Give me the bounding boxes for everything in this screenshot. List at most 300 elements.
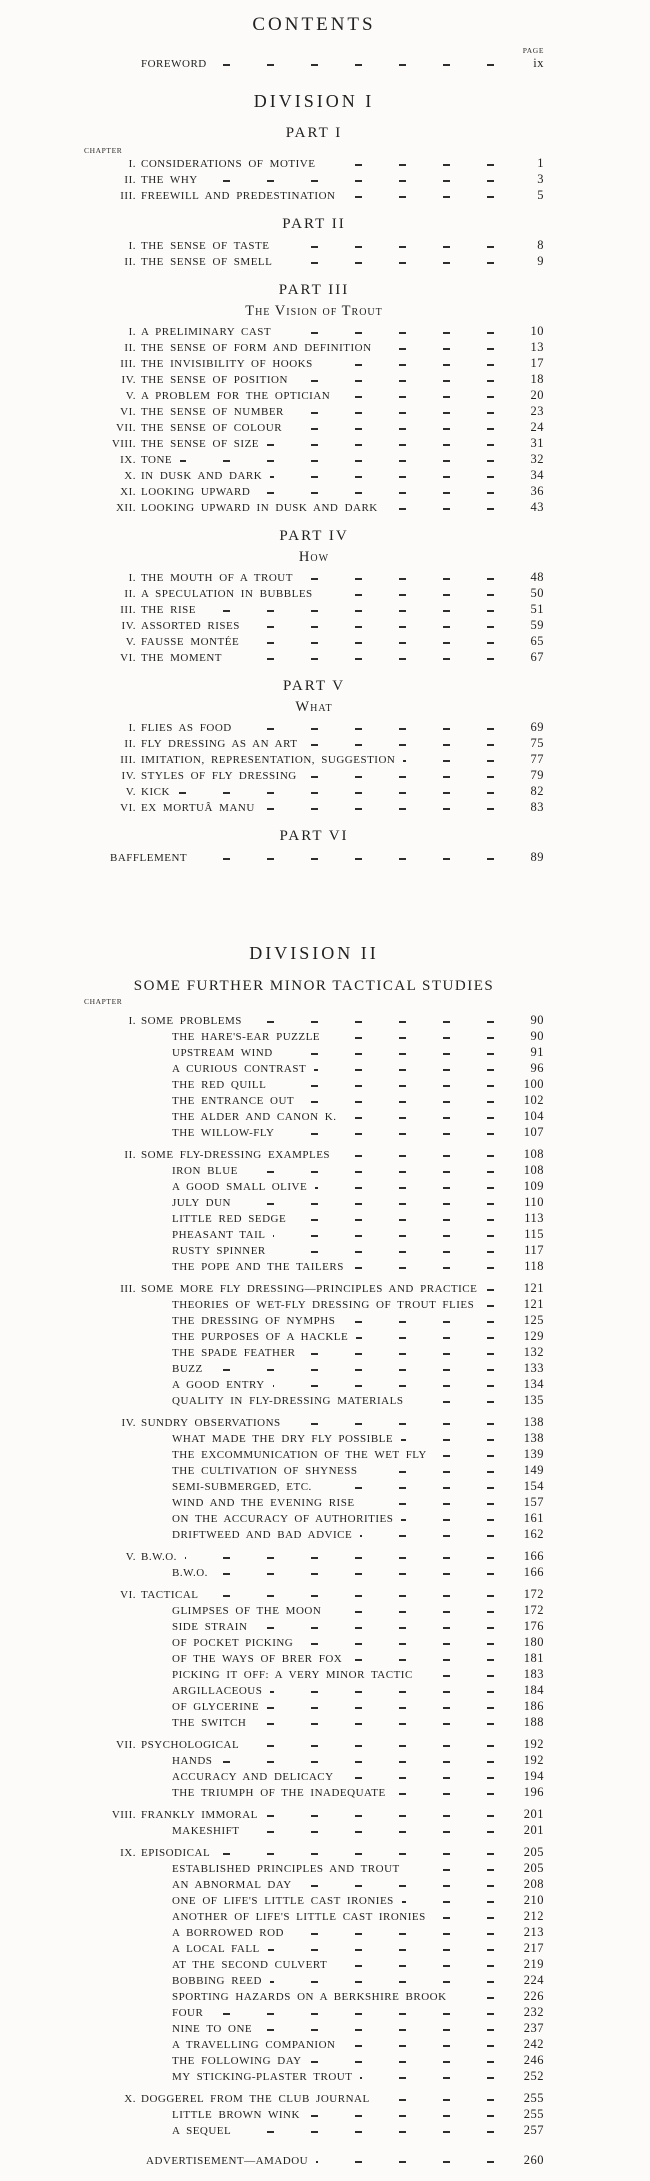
- toc-row: [84, 1108, 544, 1124]
- dash-leader: [338, 1155, 504, 1157]
- page-number: 89: [530, 850, 544, 864]
- dash-leader: [270, 1981, 504, 1983]
- table-of-contents: [84, 46, 544, 2168]
- page-number: 183: [523, 1667, 544, 1681]
- entry-title: THE RISE: [141, 604, 196, 616]
- toc-row: [84, 1822, 544, 1838]
- toc-row: [84, 1012, 544, 1028]
- page-number: 166: [523, 1565, 544, 1579]
- entry-title: A PROBLEM FOR THE OPTICIAN: [141, 390, 331, 402]
- page-number: 117: [524, 1243, 544, 1257]
- entry-title: THE SENSE OF TASTE: [141, 240, 270, 252]
- toc-row: [84, 1714, 544, 1730]
- entry-title: THE CULTIVATION OF SHYNESS: [172, 1465, 358, 1477]
- page-number: 23: [530, 404, 544, 418]
- dash-leader: [403, 760, 504, 762]
- dash-leader: [247, 1831, 504, 1833]
- toc-row: [84, 1526, 544, 1542]
- toc-row: [84, 1618, 544, 1634]
- toc-row: [84, 1736, 544, 1752]
- dash-leader: [482, 1305, 504, 1307]
- dash-leader: [352, 1267, 504, 1269]
- dash-leader: [274, 1251, 504, 1253]
- page-number: 161: [523, 1511, 544, 1525]
- page-number: 180: [523, 1635, 544, 1649]
- entry-title: THE MOMENT: [141, 652, 223, 664]
- chapter-numeral: II.: [124, 342, 136, 354]
- entry-title: THE EXCOMMUNICATION OF THE WET FLY: [172, 1449, 427, 1461]
- toc-row: [84, 371, 544, 387]
- dash-leader: [211, 1369, 504, 1371]
- toc-row: [84, 1988, 544, 2004]
- page-number: 252: [523, 2069, 544, 2083]
- entry-title: THE PURPOSES OF A HACKLE: [172, 1331, 349, 1343]
- toc-row: [84, 1414, 544, 1430]
- entry-title: KICK: [141, 786, 170, 798]
- page-number: 208: [523, 1877, 544, 1891]
- page-number: 17: [530, 356, 544, 370]
- entry-title: ANOTHER OF LIFE'S LITTLE CAST IRONIES: [172, 1911, 426, 1923]
- dash-leader: [277, 246, 504, 248]
- dash-leader: [314, 1069, 504, 1071]
- dash-leader: [316, 2161, 504, 2163]
- chapter-numeral: IV.: [121, 620, 136, 632]
- entry-title: A SPECULATION IN BUBBLES: [141, 588, 313, 600]
- toc-row: [84, 1044, 544, 1060]
- dash-leader: [435, 1455, 504, 1457]
- page-number: 157: [523, 1495, 544, 1509]
- chapter-block: [84, 1280, 544, 1408]
- dash-leader: [343, 196, 504, 198]
- chapter-numeral: V.: [125, 786, 136, 798]
- toc-row: [84, 1146, 544, 1162]
- page-number: 138: [523, 1415, 544, 1429]
- entry-title: LITTLE RED SEDGE: [172, 1213, 287, 1225]
- entry-title: SOME FLY-DRESSING EXAMPLES: [141, 1149, 331, 1161]
- page-number: 48: [530, 570, 544, 584]
- chapter-numeral: IX.: [120, 454, 136, 466]
- dash-leader: [281, 1053, 504, 1055]
- page-number: 219: [523, 1957, 544, 1971]
- toc-row: [84, 1446, 544, 1462]
- entry-title: B.W.O.: [141, 1551, 177, 1563]
- dash-leader: [363, 1503, 504, 1505]
- page-number: 125: [523, 1313, 544, 1327]
- toc-row: [84, 1666, 544, 1682]
- page-number: 210: [523, 1893, 544, 1907]
- chapter-numeral: I.: [128, 572, 136, 584]
- entry-title: THE MOUTH OF A TROUT: [141, 572, 293, 584]
- toc-row: [84, 2020, 544, 2036]
- toc-row: [84, 1956, 544, 1972]
- entry-title: RUSTY SPINNER: [172, 1245, 266, 1257]
- dash-leader: [211, 2013, 504, 2015]
- dash-leader: [304, 1353, 505, 1355]
- entry-title: FOREWORD: [141, 58, 207, 70]
- entry-title: JULY DUN: [172, 1197, 231, 1209]
- dash-leader: [335, 1965, 504, 1967]
- dash-leader: [305, 776, 504, 778]
- page-number: 242: [523, 2037, 544, 2051]
- toc-row: [84, 237, 544, 253]
- page-number: 118: [524, 1259, 544, 1273]
- entry-title: WIND AND THE EVENING RISE: [172, 1497, 355, 1509]
- entry-title: A TRAVELLING COMPANION: [172, 2039, 336, 2051]
- dash-leader: [394, 1793, 504, 1795]
- chapter-numeral: VII.: [115, 422, 136, 434]
- entry-title: OF THE WAYS OF BRER FOX: [172, 1653, 343, 1665]
- chapter-block: [84, 1146, 544, 1274]
- entry-title: OF POCKET PICKING: [172, 1637, 294, 1649]
- division-subtitle: SOME FURTHER MINOR TACTICAL STUDIES: [133, 978, 495, 994]
- chapter-numeral: VI.: [120, 1589, 136, 1601]
- chapter-numeral: I.: [128, 158, 136, 170]
- chapter-numeral: I.: [128, 1015, 136, 1027]
- page-number: 107: [523, 1125, 544, 1139]
- chapter-numeral: XI.: [120, 486, 136, 498]
- entry-title: IN DUSK AND DARK: [141, 470, 263, 482]
- chapter-numeral: III.: [120, 190, 136, 202]
- advertisement-row: [84, 2152, 544, 2168]
- part-heading: PART VI: [279, 828, 349, 844]
- chapter-numeral: VI.: [120, 406, 136, 418]
- page-number: 162: [523, 1527, 544, 1541]
- toc-row: [84, 1242, 544, 1258]
- chapter-numeral: II.: [124, 174, 136, 186]
- entry-title: THE FOLLOWING DAY: [172, 2055, 302, 2067]
- entry-title: ONE OF LIFE'S LITTLE CAST IRONIES: [172, 1895, 394, 1907]
- entry-title: THE HARE'S-EAR PUZZLE: [172, 1031, 321, 1043]
- toc-row: [84, 799, 544, 815]
- dash-leader: [289, 1423, 504, 1425]
- dash-leader: [455, 1997, 504, 1999]
- chapter-numeral: V.: [125, 390, 136, 402]
- dash-leader: [220, 1761, 504, 1763]
- page-number: 194: [523, 1769, 544, 1783]
- toc-row: [84, 1586, 544, 1602]
- dash-leader: [344, 1117, 504, 1119]
- page-number: 108: [523, 1147, 544, 1161]
- page-number: 133: [523, 1361, 544, 1375]
- page-number: 31: [530, 436, 544, 450]
- page-number: 255: [523, 2091, 544, 2105]
- chapter-numeral: VII.: [115, 1739, 136, 1751]
- toc-row: [84, 1344, 544, 1360]
- dash-leader: [266, 1815, 504, 1817]
- toc-row: [84, 339, 544, 355]
- toc-row: [84, 451, 544, 467]
- toc-row: [84, 483, 544, 499]
- page-number: 91: [530, 1045, 544, 1059]
- page-number: 8: [537, 238, 544, 252]
- chapter-numeral: X.: [124, 470, 136, 482]
- chapter-numeral: III.: [120, 1283, 136, 1295]
- dash-leader: [328, 1037, 504, 1039]
- entry-title: THE SENSE OF SIZE: [141, 438, 260, 450]
- toc-row: [84, 633, 544, 649]
- chapter-block: [84, 1736, 544, 1800]
- entry-title: BUZZ: [172, 1363, 203, 1375]
- page-number: 13: [530, 340, 544, 354]
- toc-row: [84, 1860, 544, 1876]
- dash-leader: [315, 1187, 504, 1189]
- dash-leader: [279, 332, 504, 334]
- page-number: 135: [523, 1393, 544, 1407]
- page-number: 3: [537, 172, 544, 186]
- toc-row: [84, 849, 544, 865]
- dash-leader: [366, 1471, 505, 1473]
- dash-leader: [273, 1235, 504, 1237]
- toc-row: [84, 1376, 544, 1392]
- entry-title: THE ENTRANCE OUT: [172, 1095, 295, 1107]
- page-number: 121: [523, 1297, 544, 1311]
- toc-row: [84, 1060, 544, 1076]
- page-number: 246: [523, 2053, 544, 2067]
- entry-title: ADVERTISEMENT—AMADOU: [146, 2155, 309, 2167]
- entry-title: THE SENSE OF NUMBER: [141, 406, 284, 418]
- toc-row: [84, 1226, 544, 1242]
- dash-leader: [215, 64, 504, 66]
- dash-leader: [290, 428, 504, 430]
- chapter-block: [84, 1844, 544, 2084]
- toc-row: [84, 1682, 544, 1698]
- entry-title: HANDS: [172, 1755, 213, 1767]
- dash-leader: [401, 1519, 504, 1521]
- page-number: 69: [530, 720, 544, 734]
- entry-title: DOGGEREL FROM THE CLUB JOURNAL: [141, 2093, 370, 2105]
- division-heading: DIVISION II: [249, 943, 379, 963]
- division-heading: DIVISION I: [253, 91, 375, 111]
- toc-row: [84, 1892, 544, 1908]
- dash-leader: [300, 1885, 504, 1887]
- dash-leader: [378, 2099, 504, 2101]
- dash-leader: [350, 1659, 504, 1661]
- toc-row: [84, 1462, 544, 1478]
- page-number: 32: [530, 452, 544, 466]
- toc-row: [84, 649, 544, 665]
- toc-row: [84, 1940, 544, 1956]
- dash-leader: [302, 1101, 504, 1103]
- entry-title: SEMI-SUBMERGED, ETC.: [172, 1481, 312, 1493]
- toc-row: [84, 1908, 544, 1924]
- chapter-numeral: II.: [124, 256, 136, 268]
- page-number: 83: [530, 800, 544, 814]
- page-number: 172: [523, 1603, 544, 1617]
- entry-title: UPSTREAM WIND: [172, 1047, 273, 1059]
- page-number: 149: [523, 1463, 544, 1477]
- dash-leader: [280, 262, 504, 264]
- toc-row: [84, 1698, 544, 1714]
- page-number: 79: [530, 768, 544, 782]
- toc-row: [84, 1768, 544, 1784]
- toc-row: [84, 1210, 544, 1226]
- toc-row: [84, 155, 544, 171]
- page-number: 109: [523, 1179, 544, 1193]
- dash-leader: [180, 460, 504, 462]
- dash-leader: [206, 180, 504, 182]
- dash-leader: [267, 444, 504, 446]
- chapter-block: [84, 1586, 544, 1730]
- toc-row: [84, 1296, 544, 1312]
- dash-leader: [268, 1949, 504, 1951]
- toc-row: [84, 1124, 544, 1140]
- toc-row: [84, 1806, 544, 1822]
- toc-row: [84, 419, 544, 435]
- dash-leader: [239, 1203, 504, 1205]
- page-number: 65: [530, 634, 544, 648]
- entry-title: STYLES OF FLY DRESSING: [141, 770, 297, 782]
- toc-row: [84, 1478, 544, 1494]
- entry-title: A GOOD ENTRY: [172, 1379, 265, 1391]
- toc-row: [84, 1092, 544, 1108]
- chapter-numeral: I.: [128, 722, 136, 734]
- page-number: 1: [537, 156, 544, 170]
- page-number: 115: [524, 1227, 544, 1241]
- toc-row: [84, 2106, 544, 2122]
- entry-title: ON THE ACCURACY OF AUTHORITIES: [172, 1513, 394, 1525]
- page-number: 226: [523, 1989, 544, 2003]
- dash-leader: [267, 1707, 504, 1709]
- dash-leader: [185, 1557, 504, 1559]
- chapter-numeral: II.: [124, 738, 136, 750]
- page-number: 24: [530, 420, 544, 434]
- page-number: 224: [523, 1973, 544, 1987]
- toc-row: [84, 403, 544, 419]
- page-number: 181: [523, 1651, 544, 1665]
- chapter-block: [84, 2090, 544, 2138]
- dash-leader: [260, 2029, 504, 2031]
- page-number: 82: [530, 784, 544, 798]
- dash-leader: [255, 1627, 504, 1629]
- part-subtitle: The Vision of Trout: [245, 303, 383, 319]
- page-number: 138: [523, 1431, 544, 1445]
- entry-title: FLY DRESSING AS AN ART: [141, 738, 298, 750]
- dash-leader: [321, 364, 504, 366]
- entry-title: FAUSSE MONTÉE: [141, 636, 240, 648]
- toc-row: [84, 601, 544, 617]
- dash-leader: [292, 1933, 504, 1935]
- dash-leader: [408, 1869, 504, 1871]
- entry-title: THE DRESSING OF NYMPHS: [172, 1315, 336, 1327]
- entry-title: SIDE STRAIN: [172, 1621, 248, 1633]
- entry-title: TACTICAL: [141, 1589, 199, 1601]
- entry-title: LITTLE BROWN WINK: [172, 2109, 300, 2121]
- page-number: 50: [530, 586, 544, 600]
- chapter-numeral: VIII.: [111, 438, 136, 450]
- chapter-column-label: CHAPTER: [84, 146, 123, 155]
- entry-title: THEORIES OF WET-FLY DRESSING OF TROUT FLIES: [172, 1299, 475, 1311]
- page-number: 205: [523, 1845, 544, 1859]
- chapter-numeral: VI.: [120, 802, 136, 814]
- entry-title: A CURIOUS CONTRAST: [172, 1063, 307, 1075]
- entry-title: CONSIDERATIONS OF MOTIVE: [141, 158, 316, 170]
- page-number: 34: [530, 468, 544, 482]
- chapter-numeral: II.: [124, 1149, 136, 1161]
- entry-title: AT THE SECOND CULVERT: [172, 1959, 328, 1971]
- toc-row: [84, 499, 544, 515]
- toc-row: [84, 435, 544, 451]
- chapter-numeral: V.: [125, 636, 136, 648]
- chapter-block: [84, 1548, 544, 1580]
- chapter-block: [84, 1414, 544, 1542]
- dash-leader: [485, 1289, 504, 1291]
- dash-leader: [216, 1573, 504, 1575]
- toc-row: [84, 1972, 544, 1988]
- dash-leader: [247, 642, 504, 644]
- page-number: 104: [523, 1109, 544, 1123]
- entry-title: THE WILLOW-FLY: [172, 1127, 275, 1139]
- dash-leader: [402, 1901, 504, 1903]
- toc-row: [84, 387, 544, 403]
- dash-leader: [386, 508, 504, 510]
- dash-leader: [320, 1487, 504, 1489]
- page-number: 176: [523, 1619, 544, 1633]
- page-number: ix: [533, 56, 544, 70]
- dash-leader: [207, 1595, 504, 1597]
- page-number: 129: [523, 1329, 544, 1343]
- dash-leader: [263, 808, 504, 810]
- dash-leader: [195, 858, 504, 860]
- dash-leader: [296, 380, 504, 382]
- page-number: 5: [537, 188, 544, 202]
- toc-row: [84, 751, 544, 767]
- toc-row: [84, 1028, 544, 1044]
- toc-row: [84, 617, 544, 633]
- toc-row: [84, 783, 544, 799]
- dash-leader: [380, 348, 504, 350]
- entry-title: ESTABLISHED PRINCIPLES AND TROUT: [172, 1863, 400, 1875]
- dash-leader: [270, 1691, 504, 1693]
- dash-leader: [343, 1321, 504, 1323]
- dash-leader: [258, 492, 504, 494]
- toc-row: [84, 1548, 544, 1564]
- entry-title: EPISODICAL: [141, 1847, 211, 1859]
- toc-row: [84, 1650, 544, 1666]
- entry-title: A GOOD SMALL OLIVE: [172, 1181, 308, 1193]
- dash-leader: [356, 1337, 504, 1339]
- page-number: 102: [523, 1093, 544, 1107]
- dash-leader: [310, 2061, 504, 2063]
- entry-title: OF GLYCERINE: [172, 1701, 260, 1713]
- entry-title: THE TRIUMPH OF THE INADEQUATE: [172, 1787, 386, 1799]
- dash-leader: [401, 1439, 504, 1441]
- entry-title: IMITATION, REPRESENTATION, SUGGESTION: [141, 754, 396, 766]
- page-number: 77: [530, 752, 544, 766]
- page-number: 260: [523, 2153, 544, 2167]
- dash-leader: [301, 1643, 504, 1645]
- page-number: 90: [530, 1029, 544, 1043]
- entry-title: A LOCAL FALL: [172, 1943, 260, 1955]
- entry-title: A BORROWED ROD: [172, 1927, 285, 1939]
- toc-row: [84, 1328, 544, 1344]
- chapter-column-label: CHAPTER: [84, 997, 123, 1006]
- entry-title: MY STICKING-PLASTER TROUT: [172, 2071, 353, 2083]
- dash-leader: [434, 1917, 504, 1919]
- chapter-numeral: III.: [120, 604, 136, 616]
- entry-title: THE WHY: [141, 174, 198, 186]
- toc-row: [84, 187, 544, 203]
- entry-title: SOME PROBLEMS: [141, 1015, 242, 1027]
- page-column-label: PAGE: [522, 46, 544, 55]
- page-number: 20: [530, 388, 544, 402]
- entry-title: WHAT MADE THE DRY FLY POSSIBLE: [172, 1433, 394, 1445]
- chapter-numeral: III.: [120, 358, 136, 370]
- part-heading: PART II: [282, 216, 346, 232]
- part-heading: PART V: [282, 678, 346, 694]
- dash-leader: [246, 1171, 504, 1173]
- chapter-numeral: I.: [128, 240, 136, 252]
- part-subtitle: How: [298, 549, 330, 565]
